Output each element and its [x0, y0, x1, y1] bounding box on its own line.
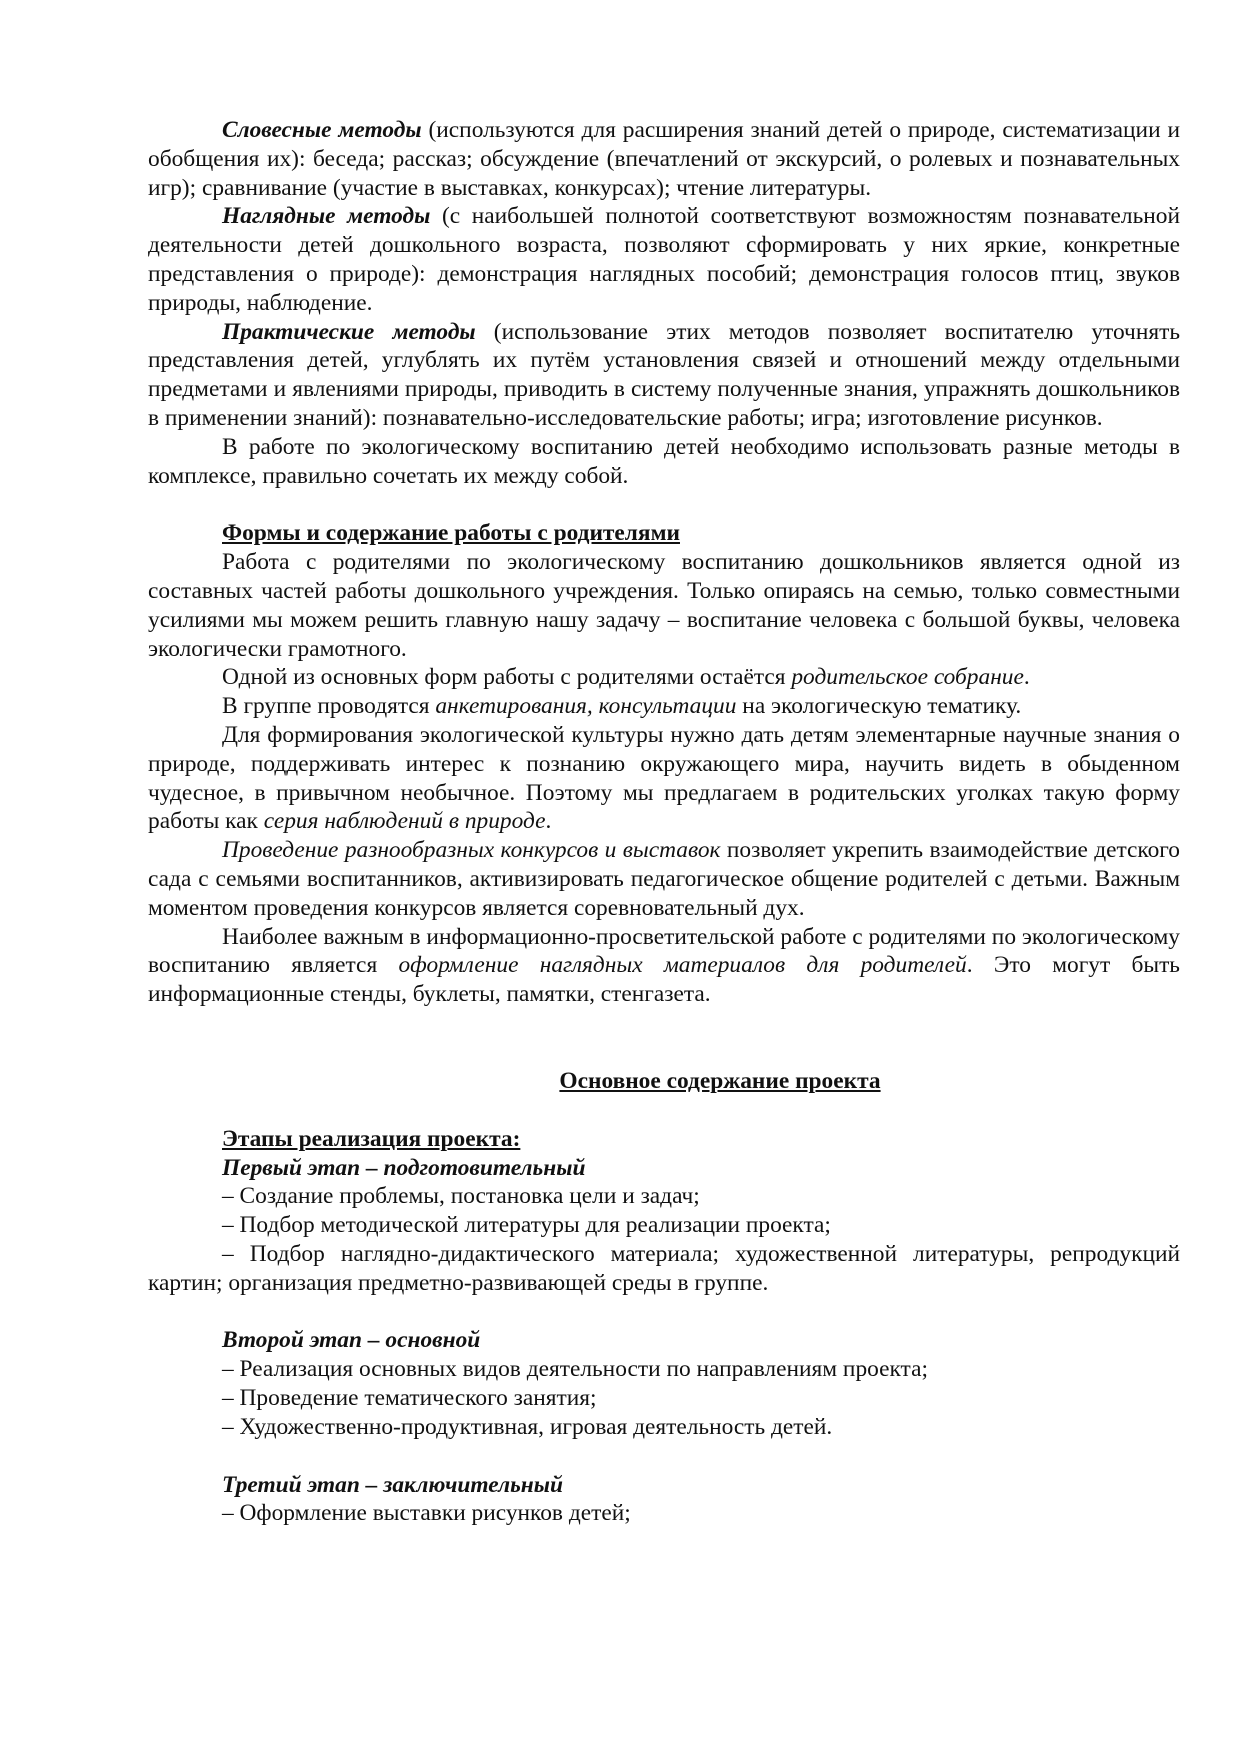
- parents-p5-text: позволяет укрепить взаимодействие детского сада с семьями воспитанников, активизировать педагогическое общение родителей с детьми. Важным моментом проведения конкурсов является соревновательный дух.: [148, 837, 1180, 921]
- practical-methods-title: Практические методы: [222, 318, 476, 345]
- parents-p4-end: .: [545, 808, 552, 835]
- parents-p6-end: . Это могут быть информационные стенды, буклеты, памятки, стенгазета.: [148, 952, 1180, 1008]
- verbal-methods-title: Словесные методы: [222, 117, 422, 143]
- stage2-item: – Реализация основных видов деятельности по направлениям проекта;: [222, 1356, 928, 1383]
- parents-p4-italic: серия наблюдений в природе: [263, 808, 546, 835]
- stage1-item: – Подбор методической литературы для реализации проекта;: [222, 1212, 831, 1239]
- parents-p3-italic: анкетирования, консультации: [435, 693, 737, 720]
- document-page: [148, 116, 1180, 1528]
- verbal-methods-text: (используются для расширения знаний детей о природе, систематизации и обобщения их): беседа; рассказ; обсуждение (впечатлений от экскурсий, о ролевых и познавательных игр); сравнивание (участие в выставках, конкурсах); чтение литературы.: [148, 117, 1180, 201]
- stage1-item: – Создание проблемы, постановка цели и задач;: [222, 1183, 700, 1210]
- parents-p6-italic: оформление наглядных материалов для родителей: [398, 952, 967, 979]
- stage1-title: Первый этап – подготовительный: [222, 1154, 586, 1181]
- stage1-item: – Подбор наглядно-дидактического материала; художественной литературы, репродукций картин; организация предметно-развивающей среды в группе.: [148, 1240, 1180, 1296]
- parents-p6-text: Наиболее важным в информационно-просветительской работе с родителями по экологическому воспитанию является: [148, 923, 1180, 979]
- stage2-item: – Проведение тематического занятия;: [222, 1385, 597, 1412]
- parents-paragraph-4: [148, 721, 1180, 836]
- stages-heading: Этапы реализация проекта:: [222, 1125, 521, 1152]
- stage2-item: – Художественно-продуктивная, игровая деятельность детей.: [222, 1413, 833, 1440]
- parents-p3-end: на экологическую тематику.: [736, 693, 1022, 720]
- parents-paragraph-2: [148, 663, 1180, 692]
- parents-p5-italic: Проведение разнообразных конкурсов и выставок: [222, 837, 721, 864]
- project-heading: Основное содержание проекта: [559, 1067, 881, 1094]
- visual-methods-title: Наглядные методы: [222, 203, 431, 230]
- parents-p3-text: В группе проводятся: [222, 693, 436, 720]
- parents-p2-text: Одной из основных форм работы с родителями остаётся: [222, 664, 792, 691]
- parents-paragraph-3: [148, 692, 1180, 721]
- parents-p2-italic: родительское собрание: [791, 664, 1024, 691]
- parents-paragraph-1: Работа с родителями по экологическому воспитанию дошкольников является одной из составных частей работы дошкольного учреждения. Только опираясь на семью, только совместными усилиями мы можем решить главную нашу задачу – воспитание человека с большой буквы, человека экологически грамотного.: [148, 549, 1180, 662]
- stage2-title: Второй этап – основной: [222, 1327, 481, 1354]
- parents-p4-text: Для формирования экологической культуры нужно дать детям элементарные научные знания о природе, поддерживать интерес к познанию окружающего мира, научить видеть в обыденном чудесное, в привычном необычное. Поэтому мы предлагаем в родительских уголках такую форму работы как: [148, 721, 1180, 835]
- verbal-methods-paragraph: [148, 116, 1180, 202]
- practical-methods-paragraph: [148, 318, 1180, 433]
- visual-methods-paragraph: [148, 202, 1180, 317]
- parents-paragraph-6: [148, 923, 1180, 1009]
- stage3-item: – Оформление выставки рисунков детей;: [222, 1500, 631, 1527]
- practical-methods-text: (использование этих методов позволяет воспитателю уточнять представления детей, углублять их путём установления связей и отношений между отдельными предметами и явлениями природы, приводить в систему полученные знания, упражнять дошкольников в применении знаний): познавательно-исследовательские работы; игра; изготовление рисунков.: [148, 318, 1180, 431]
- visual-methods-text: (с наибольшей полнотой соответствуют возможностям познавательной деятельности детей дошкольного возраста, позволяют сформировать у них яркие, конкретные представления о природе): демонстрация наглядных пособий; демонстрация голосов птиц, звуков природы, наблюдение.: [148, 203, 1180, 316]
- methods-conclusion: В работе по экологическому воспитанию детей необходимо использовать разные методы в комплексе, правильно сочетать их между собой.: [148, 433, 1180, 489]
- parents-section-heading: Формы и содержание работы с родителями: [222, 520, 680, 547]
- parents-p2-end: .: [1023, 664, 1030, 691]
- parents-paragraph-5: [148, 836, 1180, 922]
- stage3-title: Третий этап – заключительный: [222, 1471, 564, 1498]
